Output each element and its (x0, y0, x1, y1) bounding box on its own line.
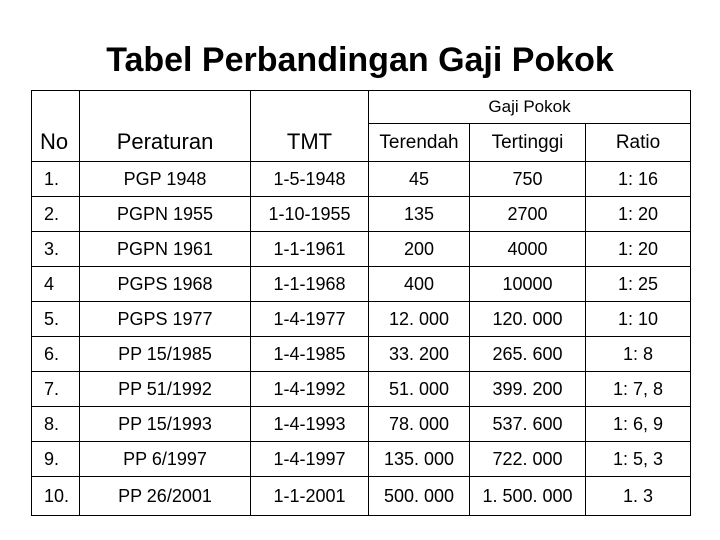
cell-terendah: 78. 000 (369, 407, 470, 442)
cell-peraturan: PP 6/1997 (80, 442, 251, 477)
column-header-no: No (32, 124, 80, 162)
cell-tmt: 1-5-1948 (251, 162, 369, 197)
cell-terendah: 200 (369, 232, 470, 267)
cell-peraturan: PP 15/1993 (80, 407, 251, 442)
cell-tertinggi: 265. 600 (470, 337, 586, 372)
group-header-gaji-pokok: Gaji Pokok (369, 91, 691, 124)
cell-no: 6. (32, 337, 80, 372)
column-header-peraturan: Peraturan (80, 124, 251, 162)
cell-peraturan: PGPS 1977 (80, 302, 251, 337)
cell-no: 3. (32, 232, 80, 267)
column-header-terendah: Terendah (369, 124, 470, 162)
cell-no: 8. (32, 407, 80, 442)
cell-no: 1. (32, 162, 80, 197)
cell-tertinggi: 537. 600 (470, 407, 586, 442)
cell-terendah: 135 (369, 197, 470, 232)
cell-peraturan: PGP 1948 (80, 162, 251, 197)
cell-terendah: 33. 200 (369, 337, 470, 372)
column-header-tmt: TMT (251, 124, 369, 162)
header-spacer-peraturan (80, 91, 251, 124)
cell-ratio: 1. 3 (586, 477, 691, 516)
column-header-row (32, 124, 691, 162)
cell-no: 2. (32, 197, 80, 232)
cell-peraturan: PP 15/1985 (80, 337, 251, 372)
cell-ratio: 1: 25 (586, 267, 691, 302)
cell-peraturan: PGPN 1955 (80, 197, 251, 232)
table-row (32, 407, 691, 442)
cell-tmt: 1-1-1961 (251, 232, 369, 267)
cell-ratio: 1: 10 (586, 302, 691, 337)
cell-tertinggi: 750 (470, 162, 586, 197)
cell-ratio: 1: 7, 8 (586, 372, 691, 407)
table-row (32, 477, 691, 516)
cell-ratio: 1: 16 (586, 162, 691, 197)
cell-ratio: 1: 5, 3 (586, 442, 691, 477)
table-row (32, 442, 691, 477)
cell-tmt: 1-4-1993 (251, 407, 369, 442)
cell-terendah: 45 (369, 162, 470, 197)
cell-no: 5. (32, 302, 80, 337)
cell-tmt: 1-1-2001 (251, 477, 369, 516)
cell-tertinggi: 722. 000 (470, 442, 586, 477)
cell-no: 9. (32, 442, 80, 477)
cell-terendah: 12. 000 (369, 302, 470, 337)
cell-ratio: 1: 20 (586, 232, 691, 267)
cell-tmt: 1-1-1968 (251, 267, 369, 302)
cell-terendah: 400 (369, 267, 470, 302)
table-row (32, 337, 691, 372)
cell-peraturan: PGPS 1968 (80, 267, 251, 302)
group-header-row (32, 91, 691, 124)
cell-tmt: 1-4-1977 (251, 302, 369, 337)
header-spacer-tmt (251, 91, 369, 124)
table-row (32, 372, 691, 407)
cell-tertinggi: 1. 500. 000 (470, 477, 586, 516)
cell-tmt: 1-4-1997 (251, 442, 369, 477)
cell-no: 4 (32, 267, 80, 302)
cell-tertinggi: 2700 (470, 197, 586, 232)
cell-ratio: 1: 6, 9 (586, 407, 691, 442)
table-row (32, 267, 691, 302)
cell-ratio: 1: 8 (586, 337, 691, 372)
table-row (32, 197, 691, 232)
table-row (32, 302, 691, 337)
cell-tmt: 1-4-1985 (251, 337, 369, 372)
cell-tmt: 1-10-1955 (251, 197, 369, 232)
cell-peraturan: PGPN 1961 (80, 232, 251, 267)
table-row (32, 232, 691, 267)
cell-tertinggi: 120. 000 (470, 302, 586, 337)
salary-comparison-table (31, 90, 691, 516)
page-title: Tabel Perbandingan Gaji Pokok (106, 41, 614, 79)
cell-tertinggi: 4000 (470, 232, 586, 267)
cell-tmt: 1-4-1992 (251, 372, 369, 407)
cell-peraturan: PP 26/2001 (80, 477, 251, 516)
cell-peraturan: PP 51/1992 (80, 372, 251, 407)
cell-no: 7. (32, 372, 80, 407)
column-header-tertinggi: Tertinggi (470, 124, 586, 162)
cell-no: 10. (32, 477, 80, 516)
table-row (32, 162, 691, 197)
cell-terendah: 500. 000 (369, 477, 470, 516)
cell-tertinggi: 10000 (470, 267, 586, 302)
cell-terendah: 135. 000 (369, 442, 470, 477)
column-header-ratio: Ratio (586, 124, 691, 162)
cell-tertinggi: 399. 200 (470, 372, 586, 407)
cell-terendah: 51. 000 (369, 372, 470, 407)
header-spacer-no (32, 91, 80, 124)
cell-ratio: 1: 20 (586, 197, 691, 232)
